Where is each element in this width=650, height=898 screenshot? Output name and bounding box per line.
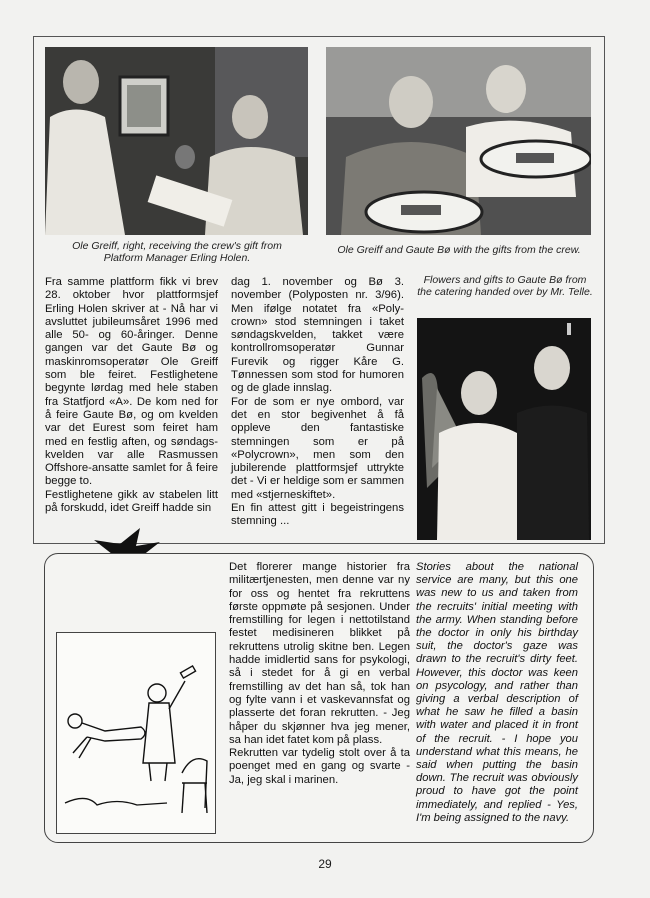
caption-photo3: Flowers and gifts to Gaute Bø from the catering handed over by Mr. Telle. — [417, 274, 593, 298]
story-english: Stories about the national service are many, but this one was new to us and taken from the recruits' initial meeting with the army. When standing before the doctor in only his birthday suit, the doctor's gaze was drawn to the recruit's dirty feet. However, this doctor was keen on psycology, and rather than giving a verbal description of what he saw he filled a basin with water and placed it in front of the recruit. - I hope you understand what this means, he said when putting the basin down. The recruit was obviously proud to have got the point immediately, and replied - Yes, I'm being assigned to the navy. — [416, 561, 578, 824]
story-paragraph: Det florerer mange historier fra militærtjenesten, men denne var ny for oss og hentet fra rekruttens første oppmøte på sesjonen. Under fremstilling for legen i nettotilstand festet medisineren blikket på rekruttens utrolig skitne ben. Legen hadde imidlertid sans for psykologi, så i stedet for å gi en verbal fremstilling av det han så, tok han og fylte vann i et vaskevannsfat og plasserte det foran rekrutten. - Jeg håper du skjønner hva jeg mener, sa han idet fatet kom på plass. — [229, 561, 410, 746]
story-norwegian — [229, 561, 410, 787]
photo-flowers-gifts — [417, 318, 591, 540]
cartoon-drawing — [56, 632, 216, 834]
page-number: 29 — [318, 857, 332, 871]
article-paragraph: Festlighetene gikk av stabelen litt på forskudd, idet Greiff hadde sin — [45, 488, 218, 515]
photo-two-men-gifts — [326, 47, 591, 235]
article-column-2 — [231, 276, 404, 529]
story-paragraph: Rekrutten var tydelig stolt over å ta poenget med en gang og svarte - Ja, jeg skal i marinen. — [229, 747, 410, 786]
article-column-1 — [45, 276, 218, 515]
photo-gift-handover — [45, 47, 308, 235]
cartoon-illustration — [57, 633, 215, 833]
article-paragraph: En fin attest gitt i begeistringens stemning ... — [231, 502, 404, 528]
article-paragraph: For de som er nye ombord, var det en stor begivenhet å få oppleve den fantastiske stemningen som er på «Polycrown», men som den jubilerende plattformsjef uttrykte det - Vi er heldige som er sammen med «stjerneskiftet». — [231, 395, 404, 501]
caption-photo1: Ole Greiff, right, receiving the crew's gift from Platform Manager Erling Holen. — [72, 240, 282, 264]
article-paragraph: dag 1. november og Bø 3. november (Polyposten nr. 3/96). Men ifølge notatet fra «Poly-crown» stod stemningen i taket søndagskvelden, takket være kontrollromsoperatør Gunnar Furevik og rigger Kåre G. Tønnessen som stod for humoren og de glade innslag. — [231, 276, 404, 395]
caption-photo2: Ole Greiff and Gaute Bø with the gifts from the crew. — [337, 244, 581, 256]
article-paragraph: Fra samme plattform fikk vi brev 28. oktober hvor plattformsjef Erling Holen skriver at - Nå har vi avsluttet jubileumsåret 1996 med alle 50- og 60-åringer. Denne gangen var det Gaute Bø og maskinromsoperatør Ole Greiff som ble feiret. Festlighetene begynte lørdag med hele staben fra Statfjord «A». De kom ned for å feire Gaute Bø, og om kvelden var det Eurest som feiret ham med en festlig aften, og søndags-kvelden var alle Rasmussen Offshore-ansatte samlet for å feire begge to. — [45, 276, 218, 488]
